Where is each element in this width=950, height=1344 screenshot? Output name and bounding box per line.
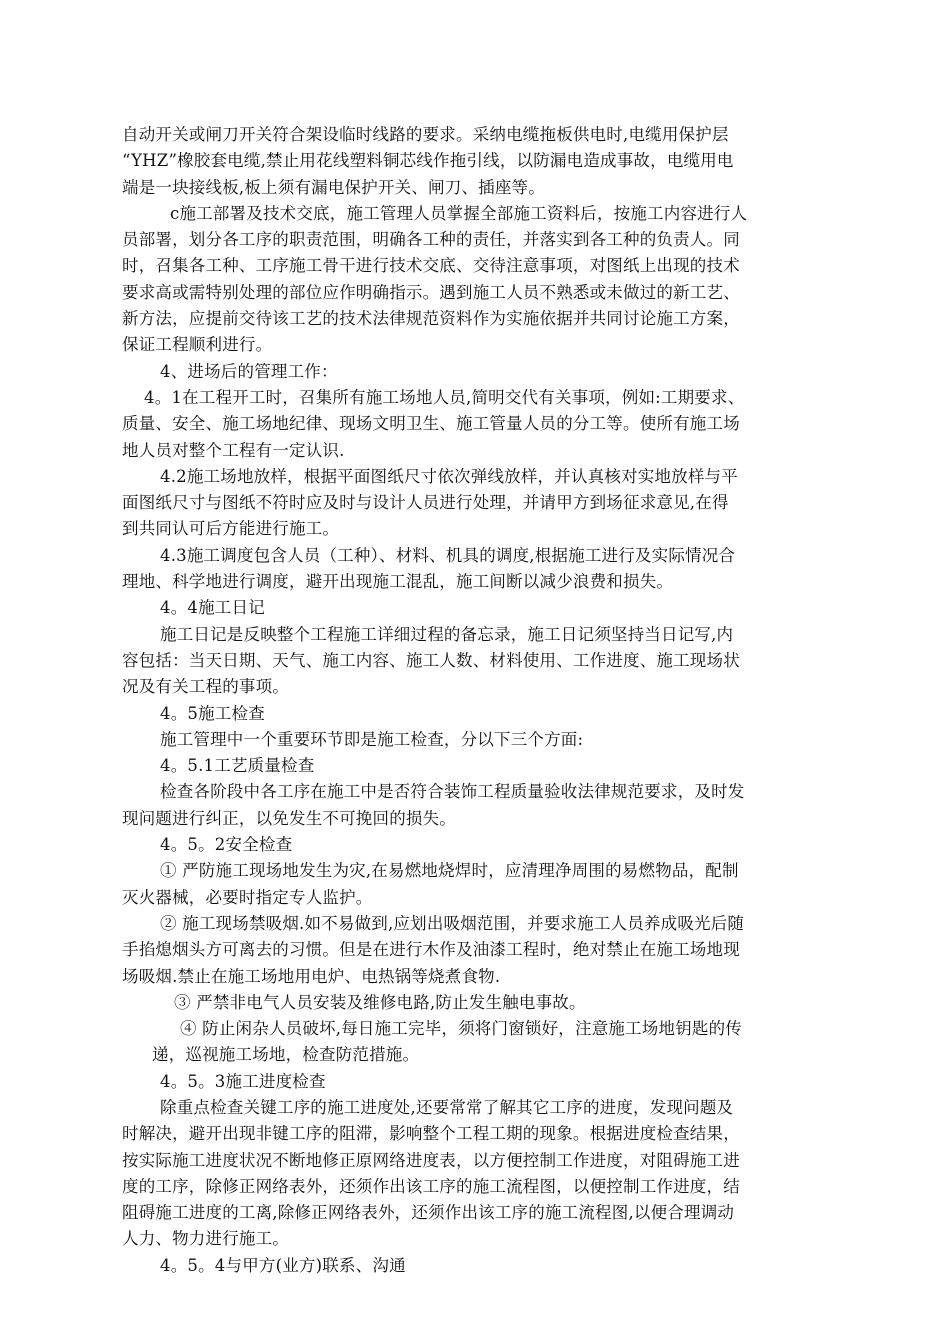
text-line: 4.2施工场地放样，根据平面图纸尺寸依次弹线放样，并认真核对实地放样与平 bbox=[160, 466, 738, 486]
text-line: 除重点检查关键工序的施工进度处,还要常常了解其它工序的进度，发现问题及 bbox=[160, 1097, 734, 1117]
text-line: 按实际施工进度状况不断地修正原网络进度表，以方便控制工作进度，对阻碍施工进 bbox=[122, 1150, 740, 1170]
text-line: 4.3施工调度包含人员（工种）、材料、机具的调度,根据施工进行及实际情况合 bbox=[160, 545, 736, 565]
text-line: 施工管理中一个重要环节即是施工检查，分以下三个方面: bbox=[160, 729, 584, 749]
text-line: 容包括：当天日期、天气、施工内容、施工人数、材料使用、工作进度、施工现场状 bbox=[122, 650, 740, 670]
text-line: ③ 严禁非电气人员安装及维修电路,防止发生触电事故。 bbox=[174, 992, 586, 1012]
text-line: 递，巡视施工场地，检查防范措施。 bbox=[152, 1045, 420, 1065]
text-line: 保证工程顺利进行。 bbox=[122, 335, 273, 355]
text-line: 端是一块接线板,板上须有漏电保护开关、闸刀、插座等。 bbox=[122, 177, 545, 197]
text-line: 4。5.1工艺质量检查 bbox=[160, 756, 315, 776]
text-line: 时，召集各工种、工序施工骨干进行技术交底、交待注意事项，对图纸上出现的技术 bbox=[122, 256, 740, 276]
text-line: “YHZ”橡胶套电缆,禁止用花线塑料铜芯线作拖引线，以防漏电造成事故，电缆用电 bbox=[122, 151, 734, 171]
text-line: 到共同认可后方能进行施工。 bbox=[122, 519, 340, 539]
text-line: 4。5。2安全检查 bbox=[160, 835, 293, 855]
text-line: 理地、科学地进行调度，避开出现施工混乱，施工间断以减少浪费和损失。 bbox=[122, 572, 674, 592]
text-line: 面图纸尺寸与图纸不符时应及时与设计人员进行处理，并请甲方到场征求意见,在得 bbox=[122, 493, 729, 513]
text-line: ② 施工现场禁吸烟.如不易做到,应划出吸烟范围，并要求施工人员养成吸光后随 bbox=[160, 913, 745, 933]
document-body bbox=[122, 122, 842, 1279]
text-line: 新方法，应提前交待该工艺的技术法律规范资料作为实施依据并共同讨论施工方案， bbox=[122, 309, 740, 329]
text-line: ④ 防止闲杂人员破坏,每日施工完毕，须将门窗锁好，注意施工场地钥匙的传 bbox=[180, 1019, 742, 1039]
text-line: c施工部署及技术交底，施工管理人员掌握全部施工资料后，按施工内容进行人 bbox=[170, 203, 748, 223]
text-line: 4。1在工程开工时，召集所有施工场地人员,简明交代有关事项，例如:工期要求、 bbox=[144, 387, 745, 407]
text-line: 灭火器械，必要时指定专人监护。 bbox=[122, 887, 373, 907]
text-line: 度的工序，除修正网络表外，还须作出该工序的施工流程图，以便控制工作进度，结 bbox=[122, 1176, 740, 1196]
text-line: 4。5。4与甲方(业方)联系、沟通 bbox=[160, 1255, 406, 1275]
text-line: 况及有关工程的事项。 bbox=[122, 677, 289, 697]
text-line: ① 严防施工现场地发生为灾,在易燃地烧焊时，应清理净周围的易燃物品，配制 bbox=[160, 861, 739, 881]
text-line: 施工日记是反映整个工程施工详细过程的备忘录，施工日记须坚持当日记写,内 bbox=[160, 624, 734, 644]
text-line: 手掐熄烟头方可离去的习惯。但是在进行木作及油漆工程时，绝对禁止在施工场地现 bbox=[122, 940, 740, 960]
text-line: 地人员对整个工程有一定认识. bbox=[122, 440, 345, 460]
text-line: 检查各阶段中各工序在施工中是否符合装饰工程质量验收法律规范要求，及时发 bbox=[160, 782, 745, 802]
text-line: 质量、安全、施工场地纪律、现场文明卫生、施工管量人员的分工等。使所有施工场 bbox=[122, 414, 740, 434]
text-line: 员部署，划分各工序的职责范围，明确各工种的责任，并落实到各工种的负责人。同 bbox=[122, 230, 740, 250]
text-line: 阻碍施工进度的工离,除修正网络表外，还须作出该工序的施工流程图,以便合理调动 bbox=[122, 1203, 735, 1223]
text-line: 现问题进行纠正，以免发生不可挽回的损失。 bbox=[122, 808, 456, 828]
text-line: 4。5施工检查 bbox=[160, 703, 265, 723]
text-line: 4。5。3施工进度检查 bbox=[160, 1071, 326, 1091]
text-line: 人力、物力进行施工。 bbox=[122, 1229, 289, 1249]
text-line: 4。4施工日记 bbox=[160, 598, 265, 618]
text-line: 场吸烟.禁止在施工场地用电炉、电热锅等烧煮食物. bbox=[122, 966, 501, 986]
text-line: 要求高或需特别处理的部位应作明确指示。遇到施工人员不熟悉或未做过的新工艺、 bbox=[122, 282, 740, 302]
text-line: 自动开关或闸刀开关符合架设临时线路的要求。采纳电缆拖板供电时,电缆用保护层 bbox=[122, 125, 729, 144]
text-line: 时解决，避开出现非键工序的阻滞，影响整个工程工期的现象。根据进度检查结果， bbox=[122, 1124, 740, 1144]
text-line: 4、进场后的管理工作： bbox=[160, 361, 338, 381]
